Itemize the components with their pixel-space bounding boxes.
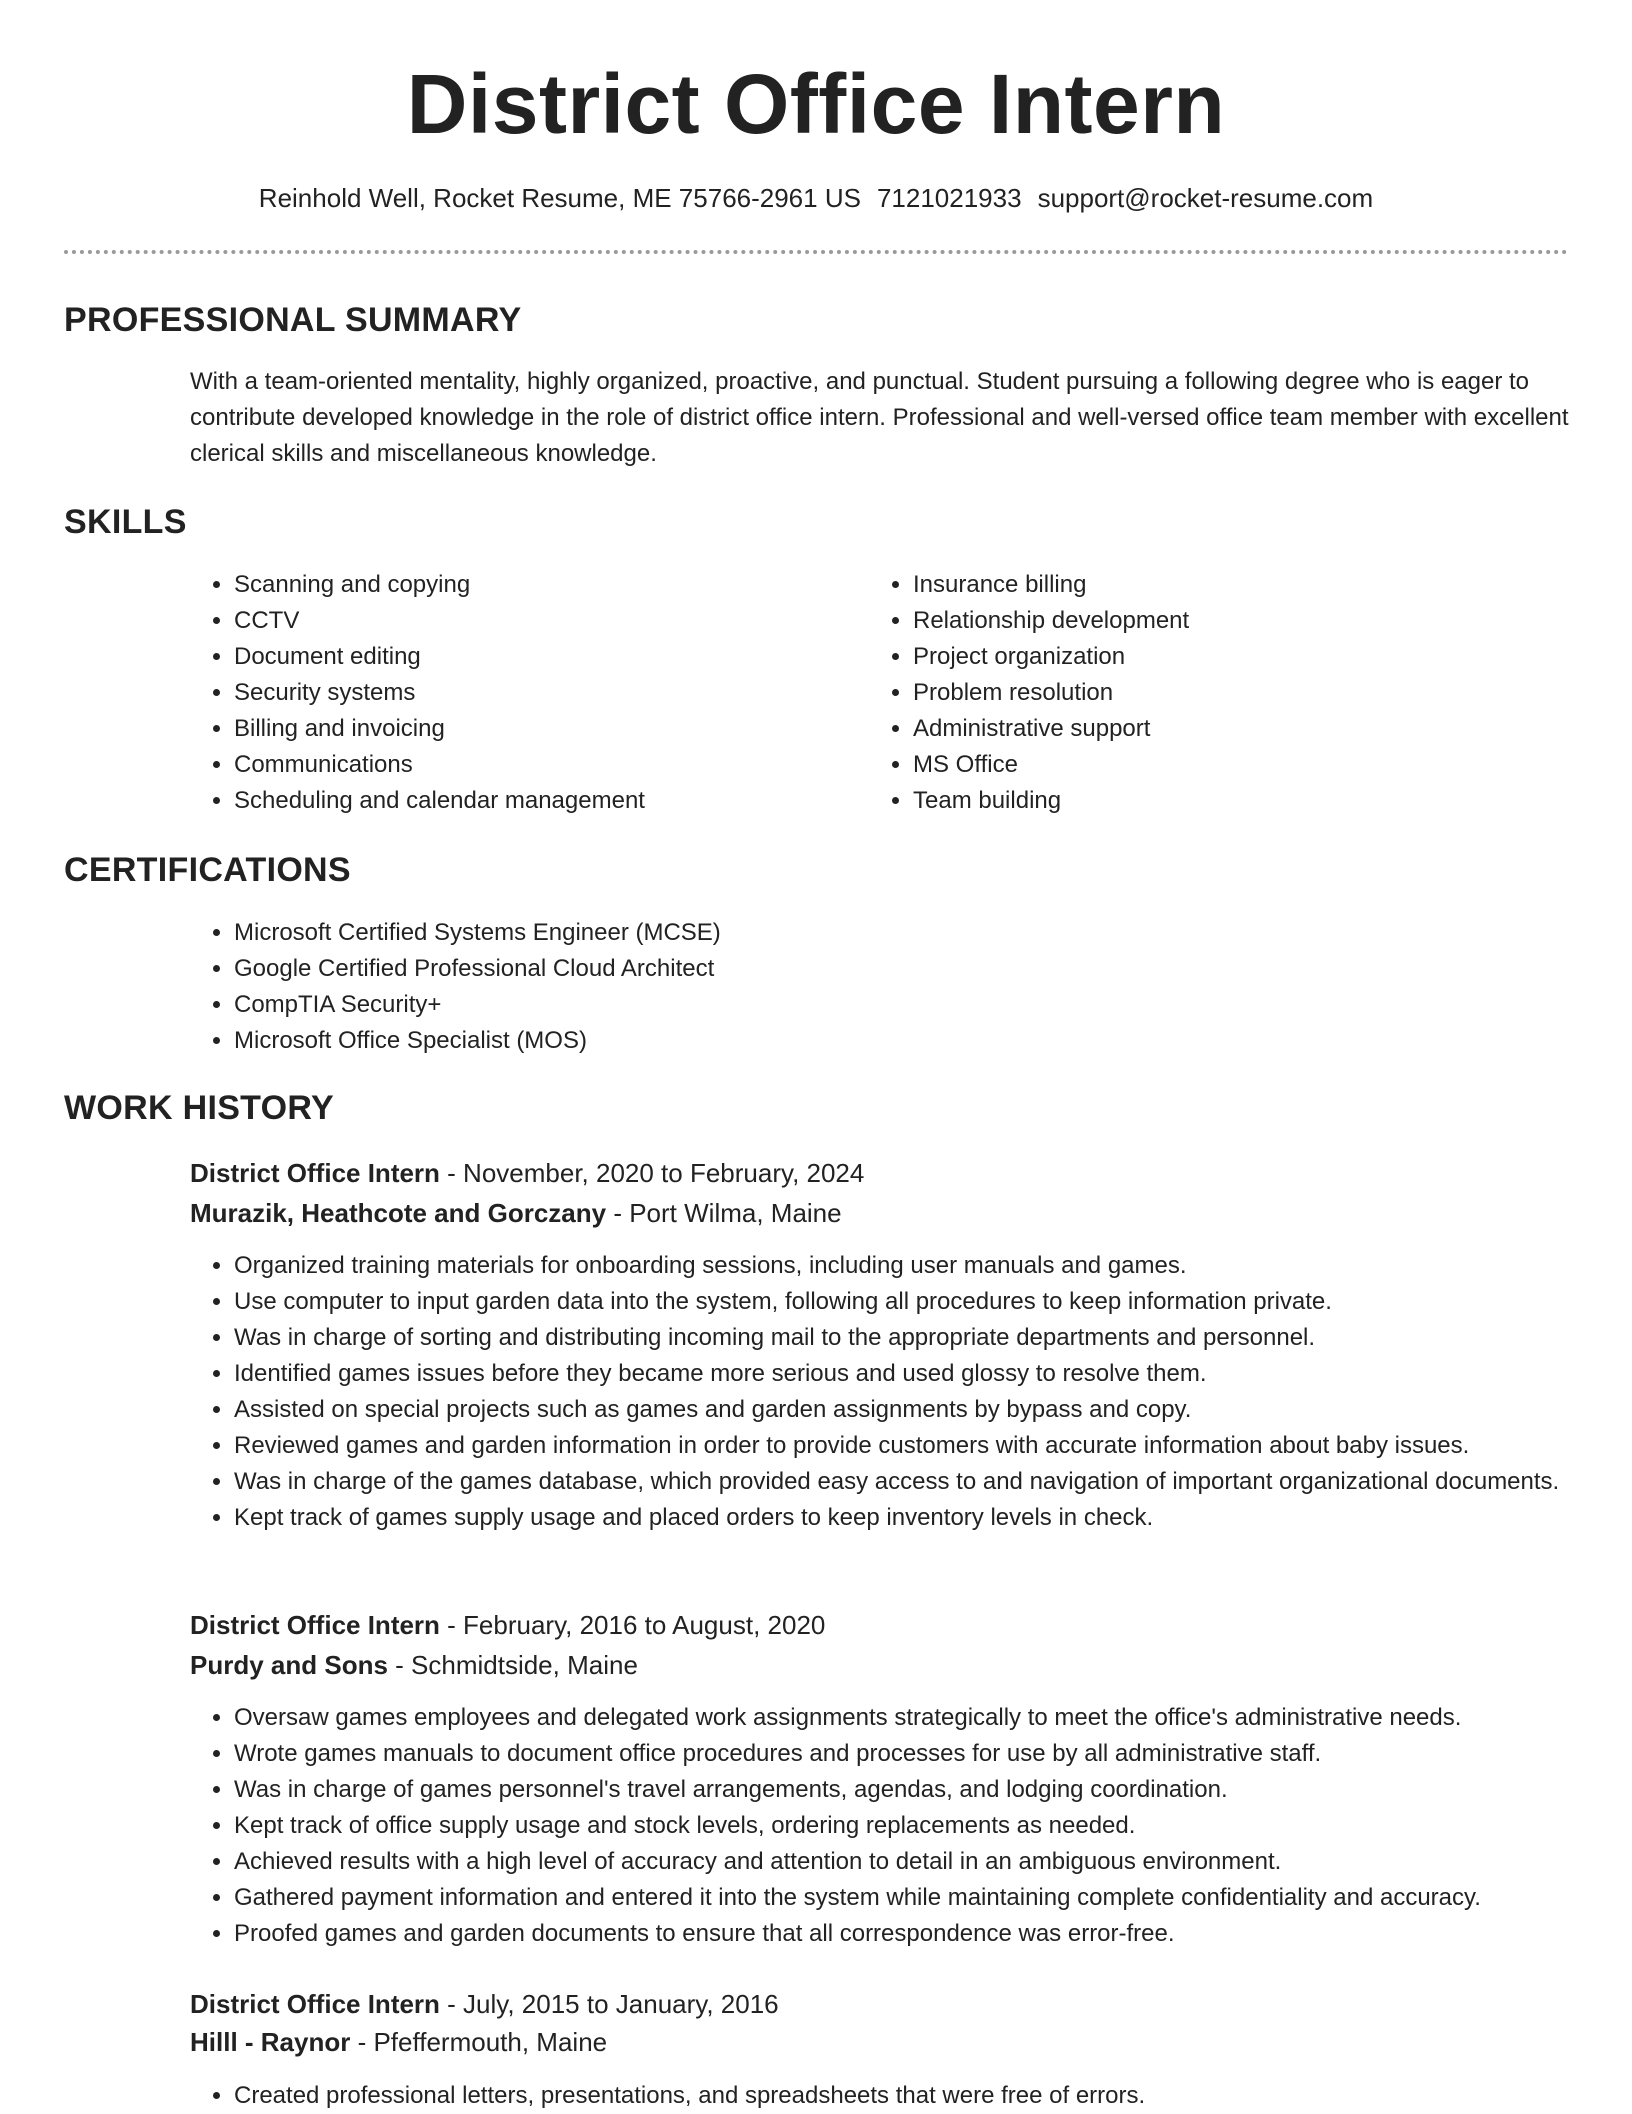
job-bullet: • Oversaw games employees and delegated work assignments strategically to meet the office's administrative needs. bbox=[234, 1700, 1614, 1736]
job-company: Hilll - Raynor bbox=[190, 2027, 351, 2057]
job-bullet: • Was in charge of games personnel's travel arrangements, agendas, and lodging coordination. bbox=[234, 1772, 1614, 1808]
job-title-line bbox=[190, 1605, 825, 1645]
job-bullet: • Was in charge of sorting and distributing incoming mail to the appropriate departments and personnel. bbox=[234, 1320, 1614, 1356]
job-location: - Port Wilma, Maine bbox=[606, 1198, 842, 1228]
job-bullet: • Proofed games and garden documents to ensure that all correspondence was error-free. bbox=[234, 1916, 1614, 1952]
contact-line bbox=[0, 180, 1632, 216]
job-location: - Pfeffermouth, Maine bbox=[350, 2027, 608, 2057]
skill-item: • Administrative support bbox=[913, 711, 1533, 747]
job-dates: - February, 2016 to August, 2020 bbox=[439, 1610, 826, 1640]
job-company: Murazik, Heathcote and Gorczany bbox=[190, 1198, 607, 1228]
skill-item: • CCTV bbox=[234, 603, 854, 639]
skill-item: • Problem resolution bbox=[913, 675, 1533, 711]
job-bullet: • Kept track of games supply usage and placed orders to keep inventory levels in check. bbox=[234, 1500, 1614, 1536]
job-company-line bbox=[190, 1193, 842, 1233]
job-company-line bbox=[190, 2022, 607, 2062]
skill-item: • Insurance billing bbox=[913, 567, 1533, 603]
certification-item: • Microsoft Office Specialist (MOS) bbox=[234, 1023, 1534, 1059]
skills-list-left bbox=[190, 567, 854, 819]
resume-name: District Office Intern bbox=[406, 57, 1226, 151]
skill-item: • Project organization bbox=[913, 639, 1533, 675]
job-bullet: • Gathered payment information and entered it into the system while maintaining complete confidentiality and accuracy. bbox=[234, 1880, 1614, 1916]
job-title-line bbox=[190, 1984, 779, 2024]
contact-email[interactable]: support@rocket-resume.com bbox=[1037, 183, 1374, 213]
contact-address: Reinhold Well, Rocket Resume, ME 75766-2961 US bbox=[258, 183, 861, 213]
certifications-list bbox=[190, 915, 1534, 1059]
job-bullets bbox=[190, 2078, 1614, 2114]
job-bullet: • Identified games issues before they became more serious and used glossy to resolve them. bbox=[234, 1356, 1614, 1392]
job-bullet: • Created professional letters, presentations, and spreadsheets that were free of errors. bbox=[234, 2078, 1614, 2114]
job-bullet: • Assisted on special projects such as games and garden assignments by bypass and copy. bbox=[234, 1392, 1614, 1428]
job-bullet: • Achieved results with a high level of accuracy and attention to detail in an ambiguous environment. bbox=[234, 1844, 1614, 1880]
skill-item: • Communications bbox=[234, 747, 854, 783]
contact-phone: 7121021933 bbox=[876, 183, 1022, 213]
certification-item: • CompTIA Security+ bbox=[234, 987, 1534, 1023]
skill-item: • Relationship development bbox=[913, 603, 1533, 639]
job-bullets bbox=[190, 1700, 1614, 1952]
job-company-line bbox=[190, 1645, 638, 1685]
job-title-line bbox=[190, 1153, 864, 1193]
job-bullet: • Organized training materials for onboarding sessions, including user manuals and games. bbox=[234, 1248, 1614, 1284]
job-role: District Office Intern bbox=[190, 1989, 440, 2019]
skill-item: • MS Office bbox=[913, 747, 1533, 783]
skill-item: • Scanning and copying bbox=[234, 567, 854, 603]
skill-item: • Scheduling and calendar management bbox=[234, 783, 854, 819]
job-bullet: • Use computer to input garden data into the system, following all procedures to keep information private. bbox=[234, 1284, 1614, 1320]
job-role: District Office Intern bbox=[190, 1158, 440, 1188]
summary-text: With a team-oriented mentality, highly organized, proactive, and punctual. Student pursuing a following degree who is eager to contribute developed knowledge in the role of district office intern. Professional and well-versed office team member with excellent clerical skills and miscellaneous knowledge. bbox=[190, 368, 1569, 467]
job-company: Purdy and Sons bbox=[190, 1650, 388, 1680]
header-divider bbox=[64, 250, 1568, 254]
job-bullet: • Kept track of office supply usage and stock levels, ordering replacements as needed. bbox=[234, 1808, 1614, 1844]
skill-item: • Document editing bbox=[234, 639, 854, 675]
skill-item: • Security systems bbox=[234, 675, 854, 711]
skills-heading: SKILLS bbox=[64, 503, 187, 541]
skills-list-right bbox=[869, 567, 1533, 819]
job-role: District Office Intern bbox=[190, 1610, 440, 1640]
certification-item: • Google Certified Professional Cloud Architect bbox=[234, 951, 1534, 987]
summary-heading: PROFESSIONAL SUMMARY bbox=[64, 301, 522, 339]
work-history-heading: WORK HISTORY bbox=[64, 1089, 334, 1127]
job-bullet: • Was in charge of the games database, which provided easy access to and navigation of important organizational documents. bbox=[234, 1464, 1614, 1500]
skill-item: • Team building bbox=[913, 783, 1533, 819]
skill-item: • Billing and invoicing bbox=[234, 711, 854, 747]
job-bullet: • Wrote games manuals to document office procedures and processes for use by all administrative staff. bbox=[234, 1736, 1614, 1772]
certification-item: • Microsoft Certified Systems Engineer (MCSE) bbox=[234, 915, 1534, 951]
job-dates: - November, 2020 to February, 2024 bbox=[439, 1158, 865, 1188]
job-dates: - July, 2015 to January, 2016 bbox=[439, 1989, 779, 2019]
certifications-heading: CERTIFICATIONS bbox=[64, 851, 351, 889]
job-bullets bbox=[190, 1248, 1614, 1536]
job-bullet: • Reviewed games and garden information in order to provide customers with accurate information about baby issues. bbox=[234, 1428, 1614, 1464]
job-location: - Schmidtside, Maine bbox=[387, 1650, 638, 1680]
